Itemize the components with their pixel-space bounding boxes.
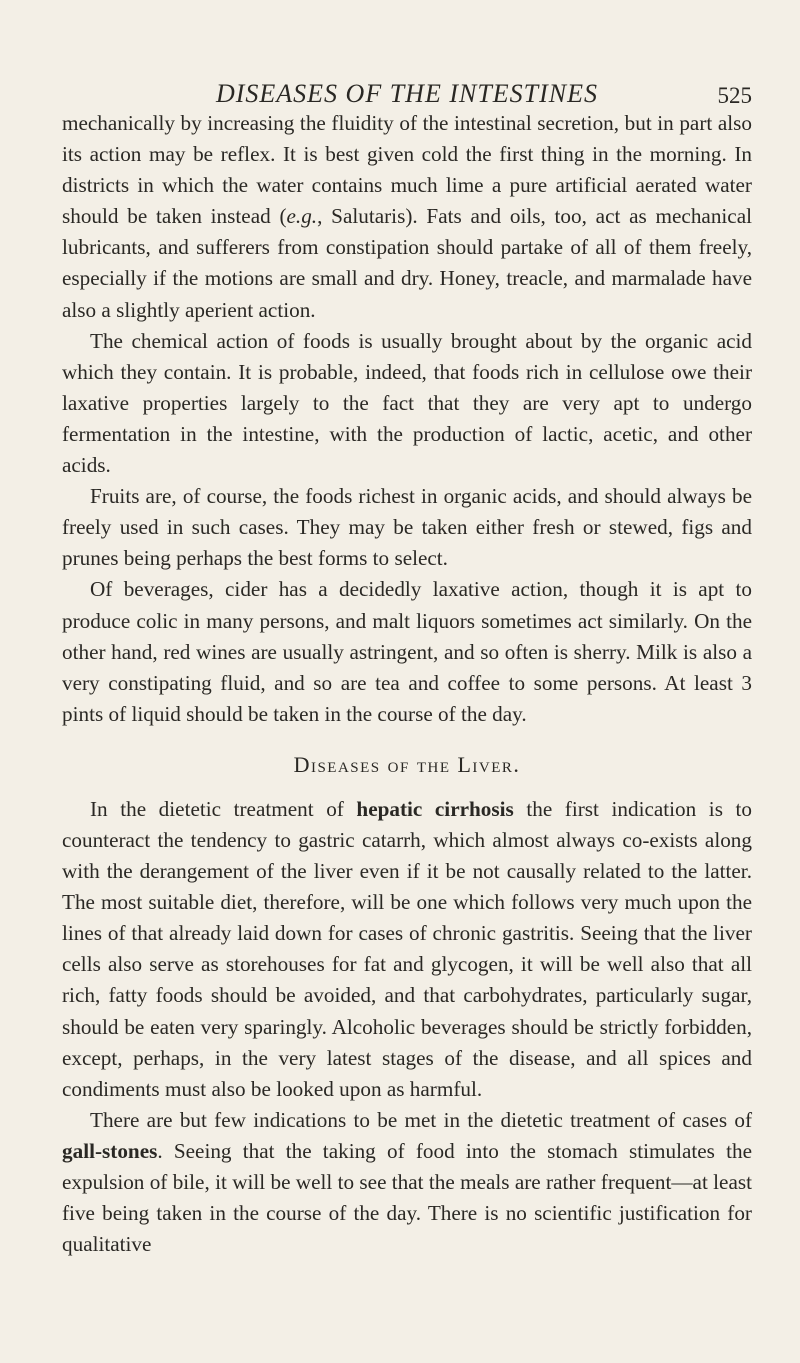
paragraph-text: . Seeing that the taking of food into the stomach stimulates the expulsion of bile, it will be well to see that the meals are rather frequent—at least five being taken in the course of the day. There is no scientific justification for qualitative — [62, 1138, 752, 1257]
page-number: 525 — [717, 83, 752, 108]
body-text — [62, 108, 752, 1260]
eg-abbreviation: e.g. — [286, 204, 318, 229]
paragraph-text: , Salutaris). Fats and oils, too, act as mechanical lubricants, and sufferers from constipation should partake of all of them freely, especially if the motions are small and dry. Honey, treacle, and marmalade have also a slightly aperient action. — [62, 204, 752, 322]
paragraph-text: In the dietetic treatment of — [90, 796, 357, 821]
paragraph-gall-stones — [62, 1105, 752, 1260]
paragraph-hepatic-cirrhosis — [62, 794, 752, 1105]
paragraph-text: There are but few indications to be met in the dietetic treatment of cases of — [90, 1107, 752, 1132]
section-heading: Diseases of the Liver. — [293, 751, 521, 777]
paragraph-text: mechanically by increasing the fluidity of the intestinal secretion, but in part also its action may be reflex. It is best given cold the first thing in the morning. In districts in which the water contains much lime a pure artificial aerated water should be taken instead ( — [62, 111, 752, 229]
term-hepatic-cirrhosis: hepatic cirrhosis — [356, 796, 514, 821]
term-gall-stones: gall-stones — [62, 1138, 158, 1163]
paragraph-text: the first indication is to counteract the tendency to gastric catarrh, which almost always co-exists along with the derangement of the liver even if it be not causally related to the latter. The most suitable diet, therefore, will be one which follows very much upon the lines of that already laid down for cases of chronic gastritis. Seeing that the liver cells also serve as storehouses for fat and glycogen, it will be well also that all rich, fatty foods should be avoided, and that carbohydrates, particularly sugar, should be eaten very sparingly. Alcoholic beverages should be strictly forbidden, except, perhaps, in the very latest stages of the disease, and all spices and condiments must also be looked upon as harmful. — [62, 796, 752, 1101]
running-title: DISEASES OF THE INTESTINES — [215, 79, 599, 108]
paragraph-continuation — [62, 108, 752, 326]
paragraph-beverages: Of beverages, cider has a decidedly laxative action, though it is apt to produce colic in many persons, and malt liquors sometimes act similarly. On the other hand, red wines are usually astringent, and so often is sherry. Milk is also a very constipating fluid, and so are tea and coffee to some persons. At least 3 pints of liquid should be taken in the course of the day. — [62, 577, 752, 726]
paragraph-fruits: Fruits are, of course, the foods richest in organic acids, and should always be freely used in such cases. They may be taken either fresh or stewed, figs and prunes being perhaps the best forms to select. — [62, 484, 752, 571]
paragraph-chemical-action: The chemical action of foods is usually brought about by the organic acid which they contain. It is probable, indeed, that foods rich in cellulose owe their laxative properties largely to the fact that they are very apt to undergo fermentation in the intestine, with the production of lactic, acetic, and other acids. — [62, 328, 752, 478]
